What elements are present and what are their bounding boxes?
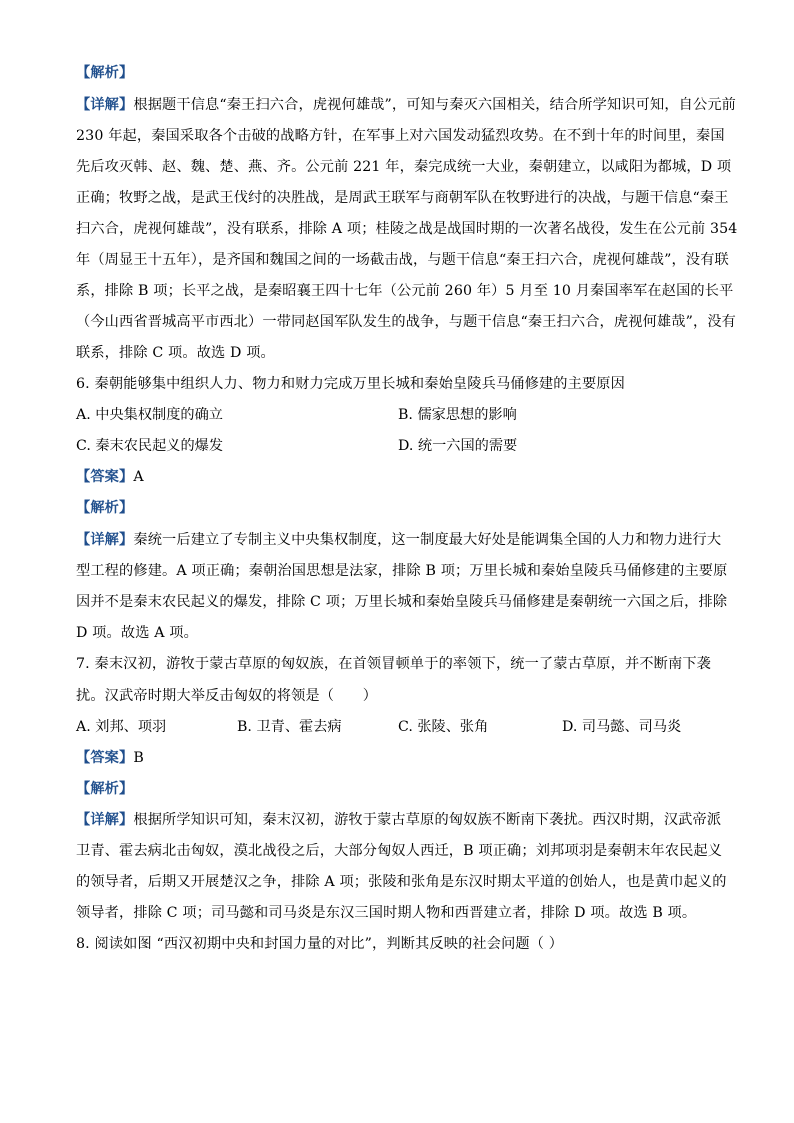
q6-option-d: D. 统一六国的需要	[398, 438, 518, 454]
detail-line: 联系，排除 C 项。故选 D 项。	[76, 345, 275, 361]
detail-line: 系，排除 B 项；长平之战，是秦昭襄王四十七年（公元前 260 年）5 月至 10 月秦国率军在赵国的长平	[76, 283, 734, 299]
answer-value: B	[133, 750, 144, 766]
question-6-stem: 6. 秦朝能够集中组织人力、物力和财力完成万里长城和秦始皇陵兵马俑修建的主要原因	[76, 376, 625, 392]
detail-line: 正确；牧野之战，是武王伐纣的决胜战，是周武王联军与商朝军队在牧野进行的决战，与题干信息“秦王	[76, 190, 729, 206]
q7-detail-line: 领导者，排除 C 项；司马懿和司马炎是东汉三国时期人物和西晋建立者，排除 D 项。故选 B 项。	[76, 905, 697, 921]
q6-option-c: C. 秦末农民起义的爆发	[76, 438, 224, 454]
question-8-stem: 8. 阅读如图 “西汉初期中央和封国力量的对比”，判断其反映的社会问题（ ）	[76, 936, 564, 952]
q7-detail-line: 的领导者，后期又开展楚汉之争，排除 A 项；张陵和张角是东汉时期太平道的创始人，也是黄巾起义的	[76, 874, 727, 890]
detail-line: 年（周显王十五年），是齐国和魏国之间的一场截击战，与题干信息“秦王扫六合，虎视何雄哉”，没有联	[76, 252, 729, 268]
answer-label: 【答案】	[76, 750, 134, 766]
q7-analysis-label: 【解析】	[76, 781, 134, 797]
detail-line: 230 年起，秦国采取各个击破的战略方针，在军事上对六国发动猛烈攻势。在不到十年的时间里，秦国	[76, 128, 725, 144]
question-7-stem: 扰。汉武帝时期大举反击匈奴的将领是（ ）	[76, 688, 378, 704]
detail-line: 先后攻灭韩、赵、魏、楚、燕、齐。公元前 221 年，秦完成统一大业，秦朝建立，以咸阳为都城，D 项	[76, 159, 732, 175]
detail-text: 秦统一后建立了专制主义中央集权制度，这一制度最大好处是能调集全国的人力和物力进行大	[133, 532, 722, 548]
q6-detail-line: D 项。故选 A 项。	[76, 625, 198, 641]
q7-detail-line: 卫青、霍去病北击匈奴，漠北战役之后，大部分匈奴人西迁，B 项正确；刘邦项羽是秦朝末年农民起义	[76, 843, 723, 859]
q7-option-b: B. 卫青、霍去病	[237, 719, 342, 735]
q6-detail-line	[76, 530, 726, 550]
detail-text: 根据所学知识可知，秦末汉初，游牧于蒙古草原的匈奴族不断南下袭扰。西汉时期，汉武帝派	[133, 812, 722, 828]
q6-detail-line: 因并不是秦末农民起义的爆发，排除 C 项；万里长城和秦始皇陵兵马俑修建是秦朝统一六国之后，排除	[76, 594, 728, 610]
q6-option-b: B. 儒家思想的影响	[398, 407, 517, 423]
q7-option-d: D. 司马懿、司马炎	[562, 719, 682, 735]
detail-line	[76, 95, 737, 115]
detail-label: 【详解】	[76, 532, 134, 548]
detail-line: （今山西省晋城高平市西北）一带同赵国军队发生的战争，与题干信息“秦王扫六合，虎视何雄哉”，没有	[76, 314, 736, 330]
answer-value: A	[133, 469, 144, 485]
detail-label: 【详解】	[76, 812, 134, 828]
detail-label: 【详解】	[76, 97, 134, 113]
q6-detail-line: 型工程的修建。A 项正确；秦朝治国思想是法家，排除 B 项；万里长城和秦始皇陵兵马俑修建的主要原	[76, 563, 728, 579]
q7-option-c: C. 张陵、张角	[398, 719, 489, 735]
q7-option-a: A. 刘邦、项羽	[76, 719, 167, 735]
q6-option-a: A. 中央集权制度的确立	[76, 407, 223, 423]
detail-text: 根据题干信息“秦王扫六合，虎视何雄哉”，可知与秦灭六国相关，结合所学知识可知，自公元前	[133, 97, 737, 113]
question-7-stem: 7. 秦末汉初，游牧于蒙古草原的匈奴族，在首领冒顿单于的率领下，统一了蒙古草原，并不断南下袭	[76, 656, 712, 672]
q6-answer	[76, 467, 726, 487]
q6-analysis-label: 【解析】	[76, 500, 134, 516]
detail-line: 扫六合，虎视何雄哉”，没有联系，排除 A 项；桂陵之战是战国时期的一次著名战役，发生在公元前 354	[76, 221, 738, 237]
q7-detail-line	[76, 810, 726, 830]
answer-label: 【答案】	[76, 469, 134, 485]
analysis-label: 【解析】	[76, 65, 134, 81]
q7-answer	[76, 748, 726, 768]
